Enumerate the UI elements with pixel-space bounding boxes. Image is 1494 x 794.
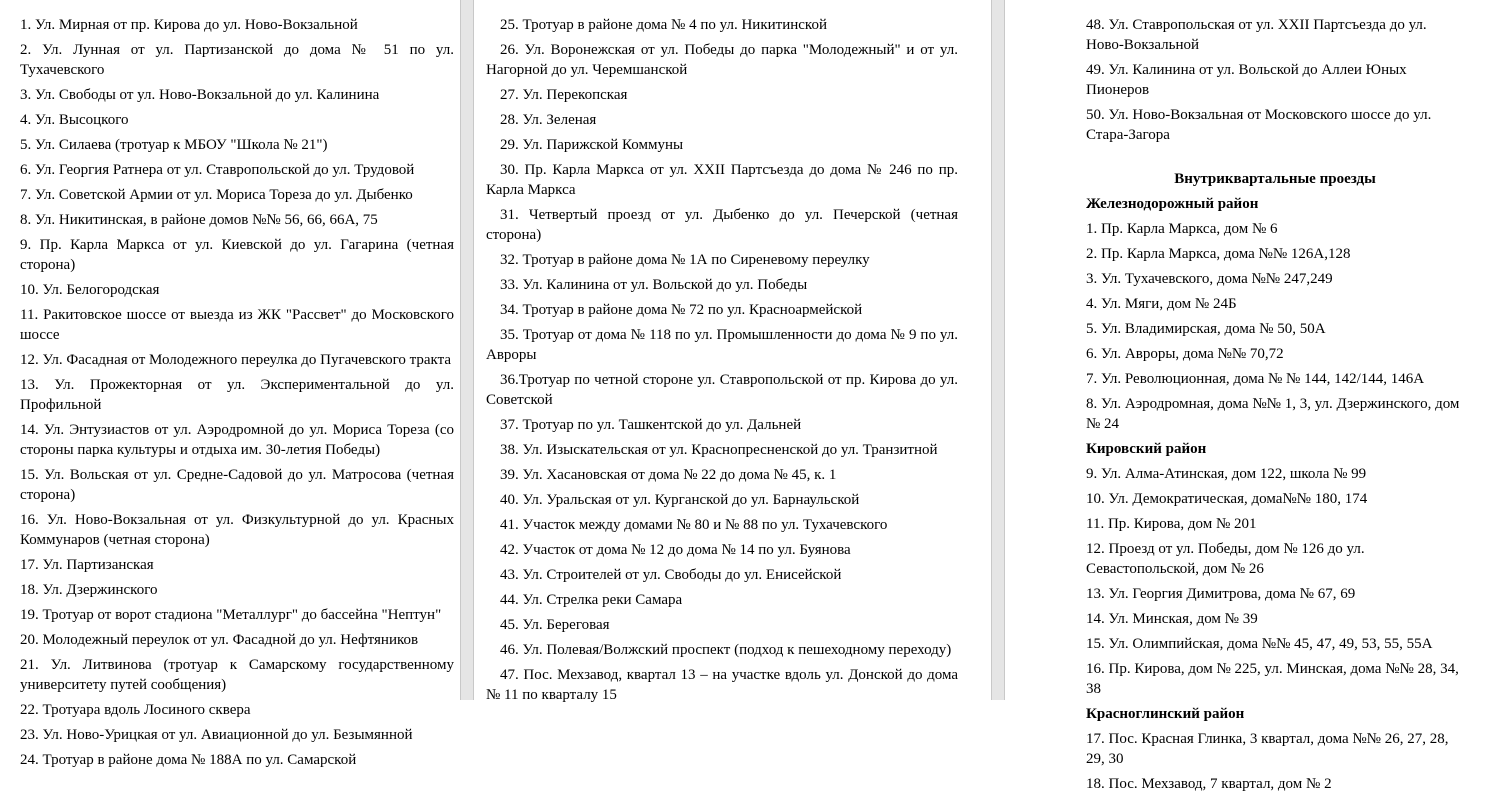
list-item: 49. Ул. Калинина от ул. Вольской до Аллеи Юных Пионеров [1086, 62, 1407, 98]
list-item: 9. Пр. Карла Маркса от ул. Киевской до ул. Гагарина (четная сторона) [20, 237, 454, 273]
list-item: 8. Ул. Никитинская, в районе домов №№ 56, 66, 66А, 75 [20, 212, 378, 228]
list-item: 15. Ул. Олимпийская, дома №№ 45, 47, 49, 53, 55, 55А [1086, 636, 1433, 652]
list-item: 39. Ул. Хасановская от дома № 22 до дома № 45, к. 1 [500, 467, 837, 483]
list-item: 44. Ул. Стрелка реки Самара [500, 592, 683, 608]
list-item: 3. Ул. Свободы от ул. Ново-Вокзальной до ул. Калинина [20, 87, 380, 103]
list-item: 10. Ул. Демократическая, дома№№ 180, 174 [1086, 491, 1368, 507]
list-item: 25. Тротуар в районе дома № 4 по ул. Никитинской [500, 17, 827, 33]
list-item: 2. Ул. Лунная от ул. Партизанской до дома № 51 по ул. Тухачевского [20, 42, 454, 78]
list-item: 28. Ул. Зеленая [500, 112, 597, 128]
list-item: 13. Ул. Прожекторная от ул. Экспериментальной до ул. Профильной [20, 377, 454, 413]
page-3 [1005, 0, 1494, 792]
list-item: 33. Ул. Калинина от ул. Вольской до ул. Победы [500, 277, 808, 293]
list-item: 34. Тротуар в районе дома № 72 по ул. Красноармейской [500, 302, 863, 318]
list-item: 15. Ул. Вольская от ул. Средне-Садовой до ул. Матросова (четная сторона) [20, 467, 454, 503]
list-item: 43. Ул. Строителей от ул. Свободы до ул. Енисейской [500, 567, 842, 583]
list-item: 12. Проезд от ул. Победы, дом № 126 до ул. Севастопольской, дом № 26 [1086, 541, 1365, 577]
list-item: 18. Пос. Мехзавод, 7 квартал, дом № 2 [1086, 776, 1332, 792]
list-item: 18. Ул. Дзержинского [20, 582, 158, 598]
list-item: 17. Ул. Партизанская [20, 557, 154, 573]
list-item: 26. Ул. Воронежская от ул. Победы до парка "Молодежный" и от ул. Нагорной до ул. Черемшанской [486, 42, 958, 78]
page-1 [0, 0, 460, 768]
district-list [1086, 464, 1464, 699]
list-item: 14. Ул. Энтузиастов от ул. Аэродромной до ул. Мориса Тореза (со стороны парка культуры и отдыха им. 30-летия Победы) [20, 422, 454, 458]
street-list-1 [20, 15, 454, 770]
list-item: 3. Ул. Тухачевского, дома №№ 247,249 [1086, 271, 1333, 287]
list-item: 6. Ул. Георгия Ратнера от ул. Ставропольской до ул. Трудовой [20, 162, 415, 178]
list-item: 14. Ул. Минская, дом № 39 [1086, 611, 1258, 627]
list-item: 20. Молодежный переулок от ул. Фасадной до ул. Нефтяников [20, 632, 419, 648]
page-2 [474, 0, 991, 703]
list-item: 12. Ул. Фасадная от Молодежного переулка до Пугачевского тракта [20, 352, 452, 368]
district-heading: Красноглинский район [1086, 706, 1245, 722]
list-item: 9. Ул. Алма-Атинская, дом 122, школа № 99 [1086, 466, 1367, 482]
list-item: 30. Пр. Карла Маркса от ул. XXII Партсъезда до дома № 246 по пр. Карла Маркса [486, 162, 958, 198]
list-item: 1. Ул. Мирная от пр. Кирова до ул. Ново-Вокзальной [20, 17, 358, 33]
street-list-2 [486, 15, 958, 705]
list-item: 24. Тротуар в районе дома № 188А по ул. Самарской [20, 752, 357, 768]
district-list [1086, 219, 1464, 434]
list-item: 36.Тротуар по четной стороне ул. Ставропольской от пр. Кирова до ул. Советской [486, 372, 958, 408]
list-item: 27. Ул. Перекопская [500, 87, 628, 103]
list-item: 21. Ул. Литвинова (тротуар к Самарскому государственному университету путей сообщения) [20, 657, 454, 693]
list-item: 16. Пр. Кирова, дом № 225, ул. Минская, дома №№ 28, 34, 38 [1086, 661, 1459, 697]
list-item: 31. Четвертый проезд от ул. Дыбенко до ул. Печерской (четная сторона) [486, 207, 958, 243]
section-heading: Внутриквартальные проезды [1174, 171, 1376, 187]
list-item: 11. Ракитовское шоссе от выезда из ЖК "Рассвет" до Московского шоссе [20, 307, 454, 343]
list-item: 19. Тротуар от ворот стадиона "Металлург" до бассейна "Нептун" [20, 607, 442, 623]
list-item: 48. Ул. Ставропольская от ул. XXII Партсъезда до ул. Ново-Вокзальной [1086, 17, 1427, 53]
list-item: 13. Ул. Георгия Димитрова, дома № 67, 69 [1086, 586, 1356, 602]
list-item: 2. Пр. Карла Маркса, дома №№ 126А,128 [1086, 246, 1351, 262]
list-item: 4. Ул. Высоцкого [20, 112, 129, 128]
list-item: 47. Пос. Мехзавод, квартал 13 – на участке вдоль ул. Донской до дома № 11 по кварталу 15 [486, 667, 958, 703]
list-item: 16. Ул. Ново-Вокзальная от ул. Физкультурной до ул. Красных Коммунаров (четная сторона) [20, 512, 454, 548]
list-item: 32. Тротуар в районе дома № 1А по Сиреневому переулку [500, 252, 870, 268]
list-item: 38. Ул. Изыскательская от ул. Краснопресненской до ул. Транзитной [500, 442, 938, 458]
list-item: 23. Ул. Ново-Урицкая от ул. Авиационной до ул. Безымянной [20, 727, 413, 743]
page-gutter [991, 0, 1005, 700]
street-list-3 [1086, 15, 1464, 145]
list-item: 4. Ул. Мяги, дом № 24Б [1086, 296, 1237, 312]
list-item: 29. Ул. Парижской Коммуны [500, 137, 684, 153]
district-list [1086, 729, 1464, 794]
district-heading: Железнодорожный район [1086, 196, 1259, 212]
list-item: 1. Пр. Карла Маркса, дом № 6 [1086, 221, 1278, 237]
list-item: 7. Ул. Советской Армии от ул. Мориса Тореза до ул. Дыбенко [20, 187, 413, 203]
district-sections [1086, 194, 1464, 794]
list-item: 37. Тротуар по ул. Ташкентской до ул. Дальней [500, 417, 802, 433]
list-item: 35. Тротуар от дома № 118 по ул. Промышленности до дома № 9 по ул. Авроры [486, 327, 958, 363]
list-item: 8. Ул. Аэродромная, дома №№ 1, 3, ул. Дзержинского, дом № 24 [1086, 396, 1460, 432]
district-heading: Кировский район [1086, 441, 1207, 457]
list-item: 17. Пос. Красная Глинка, 3 квартал, дома №№ 26, 27, 28, 29, 30 [1086, 731, 1449, 767]
list-item: 6. Ул. Авроры, дома №№ 70,72 [1086, 346, 1284, 362]
list-item: 5. Ул. Владимирская, дома № 50, 50А [1086, 321, 1326, 337]
list-item: 46. Ул. Полевая/Волжский проспект (подход к пешеходному переходу) [500, 642, 952, 658]
list-item: 50. Ул. Ново-Вокзальная от Московского шоссе до ул. Стара-Загора [1086, 107, 1432, 143]
list-item: 22. Тротуара вдоль Лосиного сквера [20, 702, 251, 718]
list-item: 45. Ул. Береговая [500, 617, 610, 633]
list-item: 5. Ул. Силаева (тротуар к МБОУ "Школа № 21") [20, 137, 328, 153]
list-item: 40. Ул. Уральская от ул. Курганской до ул. Барнаульской [500, 492, 860, 508]
list-item: 11. Пр. Кирова, дом № 201 [1086, 516, 1257, 532]
list-item: 7. Ул. Революционная, дома № № 144, 142/144, 146А [1086, 371, 1425, 387]
page-gutter [460, 0, 474, 700]
list-item: 42. Участок от дома № 12 до дома № 14 по ул. Буянова [500, 542, 851, 558]
list-item: 10. Ул. Белогородская [20, 282, 160, 298]
list-item: 41. Участок между домами № 80 и № 88 по ул. Тухачевского [500, 517, 888, 533]
